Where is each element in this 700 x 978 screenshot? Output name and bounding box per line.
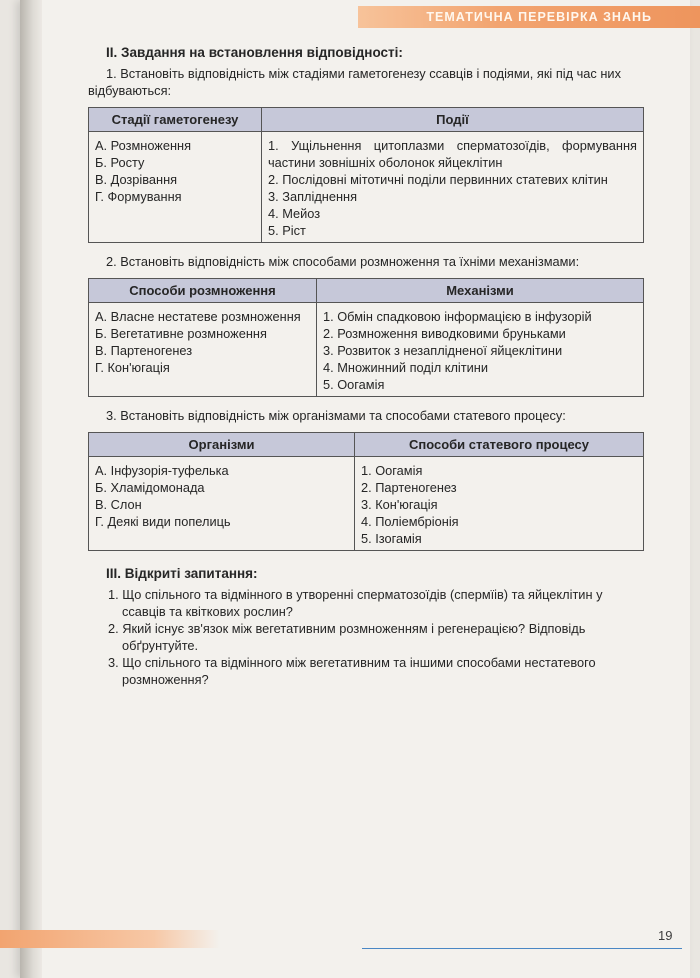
section-2-heading: ІІ. Завдання на встановлення відповідності:: [106, 45, 403, 60]
footer-rule: [362, 948, 682, 949]
open-questions-list: [88, 586, 644, 688]
page-content: [88, 44, 644, 688]
task-2-header-left: Способи розмноження: [89, 279, 317, 303]
task-1-right-cell: [262, 132, 644, 243]
task-1-table: [88, 107, 644, 243]
list-item: 4. Поліембріонія: [361, 514, 459, 529]
task-3-left-cell: [89, 457, 355, 551]
task-1-header-left: Стадії гаметогенезу: [89, 108, 262, 132]
header-title: ТЕМАТИЧНА ПЕРЕВІРКА ЗНАНЬ: [426, 10, 652, 24]
list-item: 3. Що спільного та відмінного між вегетативним та іншими способами нестатевого розмноження?: [108, 655, 596, 687]
task-3-right-cell: [355, 457, 644, 551]
list-item: В. Дозрівання: [95, 172, 178, 187]
list-item: В. Партеногенез: [95, 343, 193, 358]
list-item: 1. Ущільнення цитоплазми сперматозоїдів, формування частини зовнішніх оболонок яйцеклітин: [268, 138, 637, 170]
list-item: 5. Оогамія: [323, 377, 385, 392]
list-item: 1. Обмін спадковою інформацією в інфузорій: [323, 309, 592, 324]
task-3-prompt: 3. Встановіть відповідність між організмами та способами статевого процесу:: [106, 408, 566, 423]
list-item: 3. Розвиток з незаплідненої яйцеклітини: [323, 343, 563, 358]
list-item: А. Розмноження: [95, 138, 192, 153]
list-item: 2. Який існує зв'язок між вегетативним розмноженням і регенерацією? Відповідь обґрунтуйте.: [108, 621, 586, 653]
list-item: 5. Ріст: [268, 223, 306, 238]
list-item: А. Інфузорія-туфелька: [95, 463, 229, 478]
book-page: [20, 0, 690, 978]
list-item: 2. Розмноження виводковими бруньками: [323, 326, 566, 341]
task-2-right-cell: [317, 303, 644, 397]
page-number: 19: [658, 928, 673, 943]
page-spine-shadow: [20, 0, 42, 978]
list-item: В. Слон: [95, 497, 142, 512]
task-2-left-cell: [89, 303, 317, 397]
list-item: 1. Оогамія: [361, 463, 423, 478]
list-item: Б. Вегетативне розмноження: [95, 326, 267, 341]
header-band: [358, 6, 700, 28]
footer-band: [0, 930, 220, 948]
task-1-header-right: Події: [262, 108, 644, 132]
task-3-table: [88, 432, 644, 551]
list-item: Б. Росту: [95, 155, 145, 170]
task-2-table: [88, 278, 644, 397]
task-3-header-left: Організми: [89, 433, 355, 457]
task-2-header-right: Механізми: [317, 279, 644, 303]
list-item: 3. Кон'югація: [361, 497, 438, 512]
task-2-prompt: 2. Встановіть відповідність між способами розмноження та їхніми механізмами:: [106, 254, 580, 269]
list-item: 5. Ізогамія: [361, 531, 422, 546]
section-3-heading: ІІІ. Відкриті запитання:: [106, 566, 258, 581]
list-item: 3. Запліднення: [268, 189, 358, 204]
task-3-header-right: Способи статевого процесу: [355, 433, 644, 457]
list-item: 4. Множинний поділ клітини: [323, 360, 488, 375]
task-1-left-cell: [89, 132, 262, 243]
list-item: 4. Мейоз: [268, 206, 321, 221]
list-item: 2. Послідовні мітотичні поділи первинних статевих клітин: [268, 172, 608, 187]
list-item: Б. Хламідомонада: [95, 480, 205, 495]
list-item: 1. Що спільного та відмінного в утворенні сперматозоїдів (спермїів) та яйцеклітин у ссавців та квіткових рослин?: [108, 587, 603, 619]
list-item: Г. Формування: [95, 189, 182, 204]
list-item: Г. Кон'югація: [95, 360, 170, 375]
list-item: А. Власне нестатеве розмноження: [95, 309, 301, 324]
list-item: 2. Партеногенез: [361, 480, 457, 495]
list-item: Г. Деякі види попелиць: [95, 514, 231, 529]
task-1-prompt: 1. Встановіть відповідність між стадіями гаметогенезу ссавців і подіями, які під час них відбуваються:: [88, 66, 621, 98]
